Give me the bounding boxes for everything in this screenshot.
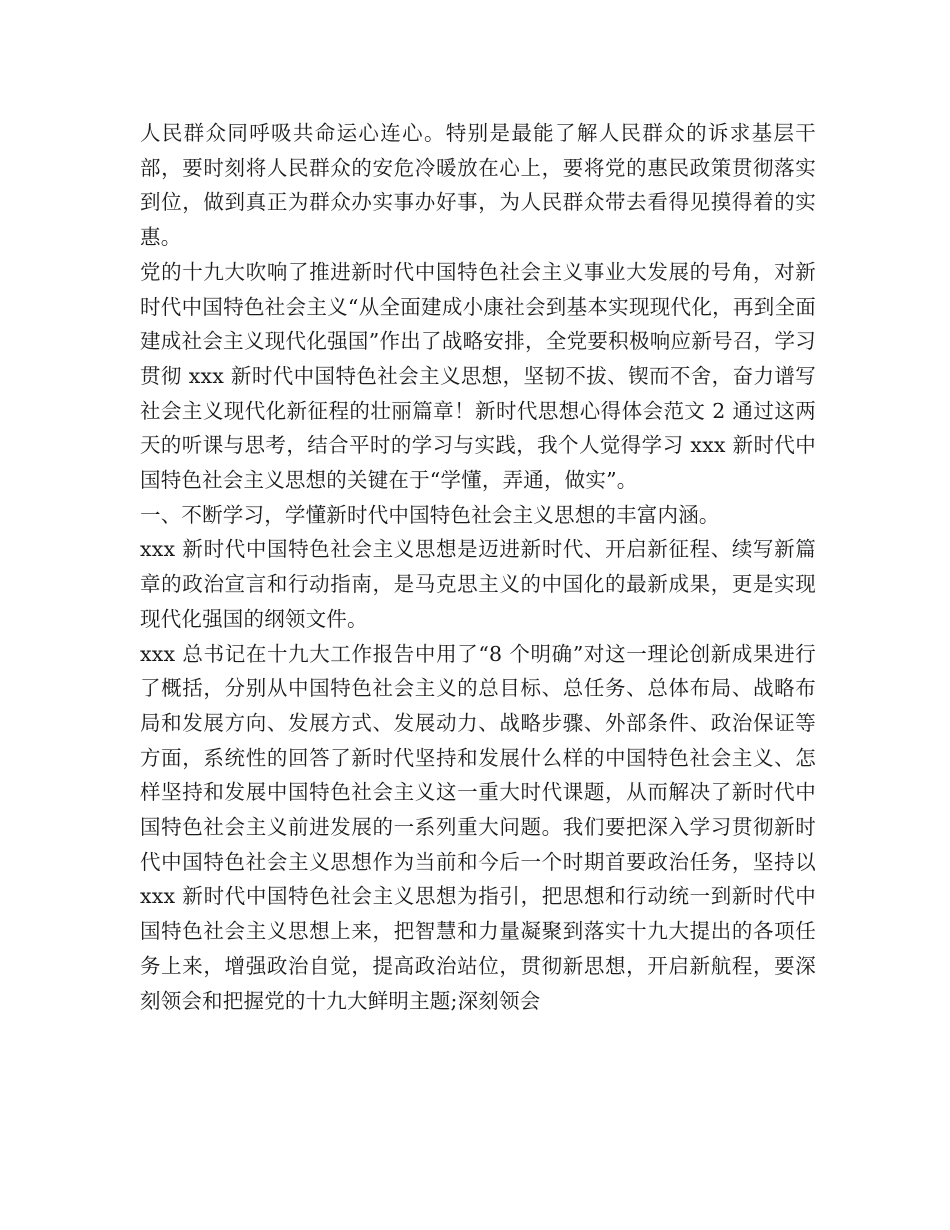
paragraph-5: xxx 总书记在十九大工作报告中用了“8 个明确”对这一理论创新成果进行了概括，分别从中国特色社会主义的总目标、总任务、总体布局、战略布局和发展方向、发展方式、发展动力、战略步骤、外部条件、政治保证等方面，系统性的回答了新时代坚持和发展什么样的中国特色社会主义、怎样坚持和发展中国特色社会主义这一重大时代课题，从而解决了新时代中国特色社会主义前进发展的一系列重大问题。我们要把深入学习贯彻新时代中国特色社会主义思想作为当前和今后一个时期首要政治任务，坚持以 xxx 新时代中国特色社会主义思想为指引，把思想和行动统一到新时代中国特色社会主义思想上来，把智慧和力量凝聚到落实十九大提出的各项任务上来，增强政治自觉，提高政治站位，贯彻新思想，开启新航程，要深刻领会和把握党的十九大鲜明主题;深刻领会 (140, 641, 816, 1013)
paragraph-2: 党的十九大吹响了推进新时代中国特色社会主义事业大发展的号角，对新时代中国特色社会主义“从全面建成小康社会到基本实现现代化，再到全面建成社会主义现代化强国”作出了战略安排，全党要积极响应新号召，学习贯彻 xxx 新时代中国特色社会主义思想，坚韧不拔、锲而不舍，奋力谱写社会主义现代化新征程的壮丽篇章！新时代思想心得体会范文 2 通过这两天的听课与思考，结合平时的学习与实践，我个人觉得学习 xxx 新时代中国特色社会主义思想的关键在于“学懂，弄通，做实”。 (140, 259, 816, 493)
paragraph-3: 一、不断学习，学懂新时代中国特色社会主义思想的丰富内涵。 (140, 502, 720, 527)
paragraph-1: 人民群众同呼吸共命运心连心。特别是最能了解人民群众的诉求基层干部，要时刻将人民群众的安危冷暖放在心上，要将党的惠民政策贯彻落实到位，做到真正为群众办实事办好事，为人民群众带去看得见摸得着的实惠。 (140, 121, 816, 250)
paragraph-4: xxx 新时代中国特色社会主义思想是迈进新时代、开启新征程、续写新篇章的政治宣言和行动指南，是马克思主义的中国化的最新成果，更是实现现代化强国的纲领文件。 (140, 537, 816, 631)
document-page (140, 116, 816, 1018)
